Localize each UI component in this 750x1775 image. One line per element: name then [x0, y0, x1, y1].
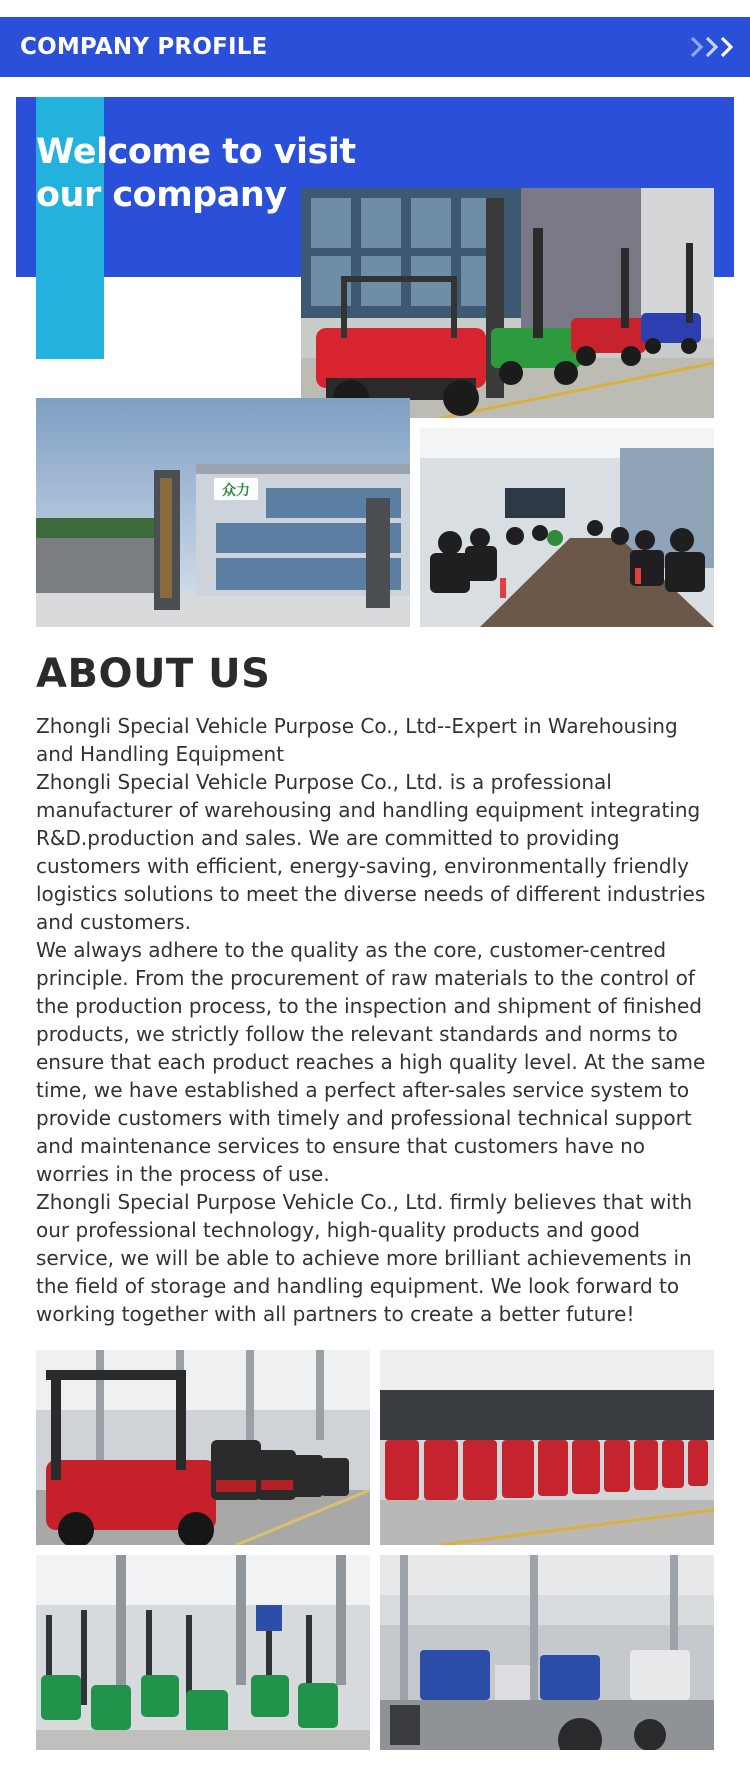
about-paragraph: Zhongli Special Vehicle Purpose Co., Ltd. is a professional manufacturer of warehousing and handling equipment integrating R&D.production and sales. We are committed to providing customers with efficient, energy-saving, environmentally friendly logistics solutions to meet the diverse needs of different industries and customers. — [36, 770, 706, 934]
about-paragraph: Zhongli Special Purpose Vehicle Co., Ltd. firmly believes that with our professional technology, high-quality products and good service, we will be able to achieve more brilliant achievements in the field of storage and handling equipment. We look forward to working together with all partners to create a better future! — [36, 1190, 693, 1326]
pallet-trucks-row-photo — [380, 1350, 714, 1545]
page-title: COMPANY PROFILE — [20, 34, 268, 60]
header-bar — [0, 17, 750, 77]
green-stackers-photo — [36, 1555, 370, 1750]
about-heading: ABOUT US — [36, 651, 271, 697]
about-body — [36, 712, 718, 1328]
hero-title-line2: our company — [36, 175, 287, 215]
meeting-room-photo — [420, 428, 714, 627]
forklift-fleet-photo — [301, 188, 714, 418]
about-paragraph: We always adhere to the quality as the core, customer-centred principle. From the procurement of raw materials to the control of the production process, to the inspection and shipment of finished products, we strictly follow the relevant standards and norms to ensure that each product reaches a high quality level. At the same time, we have established a perfect after-sales service system to provide customers with timely and professional technical support and maintenance services to ensure that customers have no worries in the process of use. — [36, 938, 706, 1186]
workshop-machines-photo — [380, 1555, 714, 1750]
building-sign-text: 众力 — [222, 483, 250, 499]
about-paragraph: Zhongli Special Vehicle Purpose Co., Ltd--Expert in Warehousing and Handling Equipment — [36, 714, 678, 766]
triple-chevron-right-icon — [690, 35, 734, 59]
hero-title-line1: Welcome to visit — [36, 132, 356, 172]
warehouse-forklifts-photo — [36, 1350, 370, 1545]
building-photo — [36, 398, 410, 627]
